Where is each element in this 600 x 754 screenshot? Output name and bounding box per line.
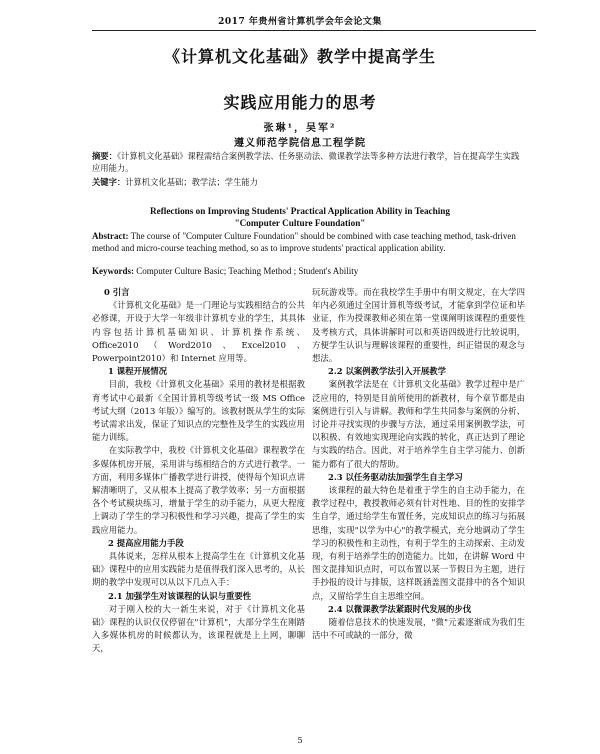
keywords-en-text: Computer Culture Basic; Teaching Method ; Student's Ability (136, 266, 359, 276)
paragraph: 随着信息技术的快速发展，"微"元素逐渐成为我们生活中不可或缺的一部分，微 (312, 617, 525, 641)
paper-title-line2: 实践应用能力的思考 (223, 93, 377, 112)
abstract-cn-text: 《计算机文化基础》课程需结合案例教学法、任务驱动法、微课教学法等多种方法进行教学，旨在提高学生实践应用能力。 (92, 151, 520, 173)
keywords-en-label: Keywords: (92, 266, 134, 276)
section-heading-1: 1 课程开展情况 (108, 366, 167, 377)
paragraph: 案例教学法是在《计算机文化基础》教学过程中是广泛应用的，特别是目前所使用的新教材，每个章节都是由案例进行引入与讲解。教师和学生共同参与案例的分析、讨论并寻找实现的步骤与方法，通过采用案例教学法，可以积极、有效地实现理论向实践的转化，真正达到了理论与实践的结合。因此，对于培养学生自主学习能力、创新能力都有了很大的帮助。 (312, 379, 525, 469)
abstract-en-label: Abstract: (92, 231, 129, 241)
abstract-cn (92, 150, 525, 174)
abstract-en (92, 231, 525, 254)
english-title-line1: Reflections on Improving Students' Practical Application Ability in Teaching (150, 206, 450, 216)
english-title-line2: "Computer Culture Foundation" (234, 218, 366, 228)
keywords-en (92, 266, 525, 278)
paragraph: 具体说来，怎样从根本上提高学生在《计算机文化基础》课程中的应用实践能力是值得我们深入思考的，从长期的教学中发现可以从以下几点入手： (92, 551, 305, 588)
section-heading-intro: 0 引言 (104, 287, 130, 297)
authors: 张琳¹，吴军² (263, 123, 337, 134)
english-title (0, 205, 600, 229)
affiliation: 遵义师范学院信息工程学院 (234, 138, 366, 149)
paragraph: 《计算机文化基础》是一门理论与实践相结合的公共必修课，开设于大学一年级非计算机专业的学生，其具体内容包括计算机基础知识、计算机操作系统、Office2010（Word2010、Excel2010、Powerpoint2010）和 Internet 应用等。 (92, 300, 305, 364)
paragraph: 玩玩游戏等。而在我校学生手册中有明文规定，在大学四年内必须通过全国计算机等级考试，才能拿到学位证和毕业证，作为授课教师必须在第一堂课阐明该课程的重要性及考核方式，具体讲解时可以和英语四级进行比较说明，方便学生认识与理解该课程的重要性，纠正错误的观念与想法。 (312, 287, 525, 364)
abstract-en-text: The course of "Computer Culture Foundation" should be combined with case teaching method, task-driven method and micro-course teaching method, so as to improve students' practical application ability. (92, 231, 516, 253)
subsection-heading-2-1: 2.1 加强学生对该课程的认识与重要性 (108, 590, 252, 601)
keywords-cn (92, 176, 525, 188)
abstract-cn-label: 摘要： (92, 151, 117, 161)
paper-title-line1: 《计算机文化基础》教学中提高学生 (163, 47, 436, 66)
paragraph: 在实际教学中，我校《计算机文化基础》课程教学在多媒体机房开展，采用讲与练相结合的方式进行教学。一方面，利用多媒体广播教学进行讲授，使得每个知识点讲解清晰明了，又从根本上提高了教学效率；另一方面根据各个考试模块练习，增量于学生的动手能力，从更大程度上调动了学生的学习积极性和学习兴趣，提高了学生的实践应用能力。 (92, 445, 305, 535)
paragraph: 目前，我校《计算机文化基础》采用的教材是根据教育考试中心最新《全国计算机等级考试一级 MS Office 考试大纲（2013 年版）》编写的。该教材既从学生的实际考试需求出发，保证了知识点的完整性及学生的实践应用能力训练。 (92, 379, 305, 443)
body-column-left (92, 286, 305, 656)
section-heading-2: 2 提高应用能力手段 (108, 537, 184, 548)
paragraph: 该课程的最大特色是着重于学生的自主动手能力，在教学过程中，教授教师必须有针对性地、目的性的安排学生自学，通过给学生布置任务，完成知识点的练习与拓展思维，实现"以学为中心"的教学模式，充分地调动了学生学习的积极性和主动性，有利于学生的主动探索、主动发现，有利于培养学生的创造能力。比如，在讲解 Word 中图文混排知识点时，可以布置以某一节假日为主题，进行手抄报的设计与排版，这样既涵盖图文混排中的各个知识点，又留给学生自主思维空间。 (312, 485, 525, 601)
paragraph: 对于刚入校的大一新生来说，对于《计算机文化基础》课程的认识仅仅停留在"计算机"，大部分学生在刚踏入多媒体机房的时候都认为，该课程就是上上网，聊聊天， (92, 603, 305, 654)
subsection-heading-2-4: 2.4 以微课教学法紧跟时代发展的步伐 (328, 603, 472, 614)
keywords-cn-text: 计算机文化基础；教学法；学生能力 (125, 177, 258, 187)
running-header: 2017 年贵州省计算机学会年会论文集 (218, 17, 382, 27)
page-number: 5 (297, 736, 303, 745)
header-rule (92, 30, 536, 31)
keywords-cn-label: 关键字： (92, 177, 126, 187)
subsection-heading-2-3: 2.3 以任务驱动法加强学生自主学习 (328, 471, 463, 482)
body-column-right (312, 286, 525, 642)
subsection-heading-2-2: 2.2 以案例教学法引入开展教学 (328, 366, 446, 377)
